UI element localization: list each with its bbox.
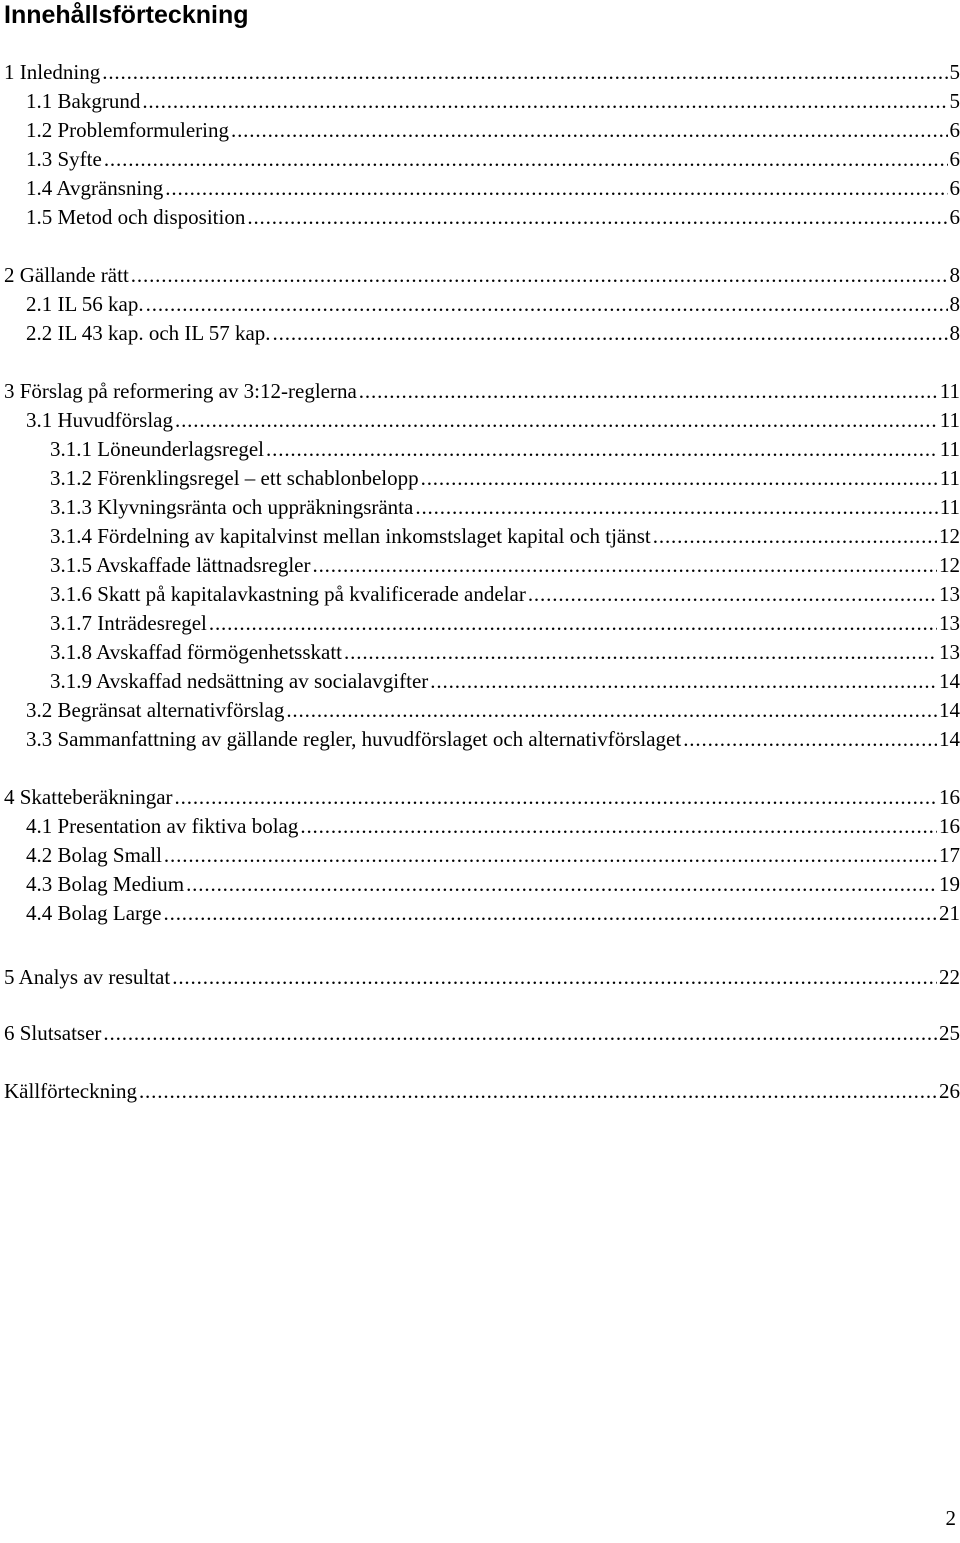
toc-leader xyxy=(247,203,947,232)
toc-entry-1[interactable] xyxy=(4,58,960,87)
toc-entry-5[interactable] xyxy=(4,963,960,992)
toc-entry-label: 4.3 Bolag Medium xyxy=(26,872,185,896)
toc-entry-3-1-2[interactable] xyxy=(50,464,960,493)
toc-entry-label: 2.1 IL 56 kap. xyxy=(26,292,144,316)
toc-entry-label: 3.1.9 Avskaffad nedsättning av socialavgifter xyxy=(50,669,429,693)
toc-leader xyxy=(312,551,937,580)
toc-entry-page: 11 xyxy=(939,408,960,432)
toc-entry-3-1-6[interactable] xyxy=(50,580,960,609)
toc-entry-3-1-7[interactable] xyxy=(50,609,960,638)
toc-entry-label: 4 Skatteberäkningar xyxy=(4,785,173,809)
toc-leader xyxy=(146,290,948,319)
toc-entry-4-4[interactable] xyxy=(26,899,960,928)
toc-entry-label: 1 Inledning xyxy=(4,60,101,84)
toc-leader xyxy=(142,87,947,116)
toc-entry-label: 1.3 Syfte xyxy=(26,147,102,171)
toc-entry-label: 3.1.6 Skatt på kapitalavkastning på kvalificerade andelar xyxy=(50,582,526,606)
toc-entry-4-2[interactable] xyxy=(26,841,960,870)
toc-entry-page: 6 xyxy=(949,147,960,171)
toc-entry-2-2[interactable] xyxy=(26,319,960,348)
toc-entry-1-2[interactable] xyxy=(26,116,960,145)
toc-entry-label: 3.1 Huvudförslag xyxy=(26,408,173,432)
toc-entry-label: 3.3 Sammanfattning av gällande regler, huvudförslaget och alternativförslaget xyxy=(26,727,682,751)
toc-leader xyxy=(104,145,948,174)
toc-entry-page: 6 xyxy=(949,205,960,229)
toc-entry-page: 12 xyxy=(939,553,960,577)
toc-leader xyxy=(421,464,938,493)
toc-leader xyxy=(131,261,948,290)
toc-entry-label: 5 Analys av resultat xyxy=(4,965,171,989)
toc-entry-page: 13 xyxy=(939,640,960,664)
toc-entry-label: 3.1.8 Avskaffad förmögenhetsskatt xyxy=(50,640,343,664)
toc-entry-page: 25 xyxy=(939,1021,960,1045)
toc-leader xyxy=(209,609,937,638)
toc-leader xyxy=(164,899,938,928)
toc-entry-page: 6 xyxy=(949,118,960,142)
toc-leader xyxy=(266,435,938,464)
toc-entry-page: 26 xyxy=(939,1079,960,1103)
toc-entry-page: 19 xyxy=(939,872,960,896)
toc-entry-3-1-1[interactable] xyxy=(50,435,960,464)
toc-entry-page: 22 xyxy=(939,965,960,989)
toc-entry-page: 8 xyxy=(949,263,960,287)
toc-entry-3[interactable] xyxy=(4,377,960,406)
toc-entry-3-1-9[interactable] xyxy=(50,667,960,696)
page-title: Innehållsförteckning xyxy=(4,1,249,29)
toc-entry-3-1-5[interactable] xyxy=(50,551,960,580)
toc-entry-4-3[interactable] xyxy=(26,870,960,899)
toc-entry-page: 17 xyxy=(939,843,960,867)
toc-entry-page: 11 xyxy=(939,437,960,461)
toc-entry-label: 3.2 Begränsat alternativförslag xyxy=(26,698,285,722)
toc-entry-page: 8 xyxy=(949,292,960,316)
toc-leader xyxy=(430,667,937,696)
toc-leader xyxy=(286,696,937,725)
toc-leader xyxy=(172,963,937,992)
toc-entry-1-1[interactable] xyxy=(26,87,960,116)
toc-entry-page: 13 xyxy=(939,582,960,606)
toc-entry-4-1[interactable] xyxy=(26,812,960,841)
toc-leader xyxy=(139,1077,937,1106)
toc-entry-page: 21 xyxy=(939,901,960,925)
toc-entry-1-4[interactable] xyxy=(26,174,960,203)
toc-entry-2[interactable] xyxy=(4,261,960,290)
toc-entry-label: 1.4 Avgränsning xyxy=(26,176,164,200)
toc-entry-label: 4.4 Bolag Large xyxy=(26,901,162,925)
toc-leader xyxy=(175,783,937,812)
toc-leader xyxy=(175,406,938,435)
toc-entry-label: 2 Gällande rätt xyxy=(4,263,129,287)
toc-entry-label: 6 Slutsatser xyxy=(4,1021,102,1045)
toc-entry-page: 16 xyxy=(939,814,960,838)
toc-entry-page: 14 xyxy=(939,669,960,693)
toc-entry-references[interactable] xyxy=(4,1077,960,1106)
toc-entry-page: 12 xyxy=(939,524,960,548)
toc-leader xyxy=(103,1019,937,1048)
toc-entry-page: 11 xyxy=(939,379,960,403)
toc-leader xyxy=(344,638,937,667)
toc-entry-page: 14 xyxy=(939,698,960,722)
toc-leader xyxy=(300,812,937,841)
toc-leader xyxy=(186,870,937,899)
toc-leader xyxy=(102,58,947,87)
toc-entry-label: 1.1 Bakgrund xyxy=(26,89,141,113)
toc-entry-page: 5 xyxy=(949,60,960,84)
toc-leader xyxy=(528,580,937,609)
toc-entry-page: 6 xyxy=(949,176,960,200)
toc-entry-1-5[interactable] xyxy=(26,203,960,232)
toc-leader xyxy=(165,174,947,203)
toc-leader xyxy=(683,725,937,754)
toc-entry-3-1-3[interactable] xyxy=(50,493,960,522)
toc-leader xyxy=(231,116,948,145)
toc-entry-label: 3.1.1 Löneunderlagsregel xyxy=(50,437,265,461)
toc-entry-4[interactable] xyxy=(4,783,960,812)
toc-entry-label: 3.1.7 Inträdesregel xyxy=(50,611,207,635)
toc-entry-label: 1.2 Problemformulering xyxy=(26,118,229,142)
toc-entry-label: 4.1 Presentation av fiktiva bolag xyxy=(26,814,299,838)
toc-entry-label: 3.1.3 Klyvningsränta och uppräkningsränta xyxy=(50,495,414,519)
toc-entry-1-3[interactable] xyxy=(26,145,960,174)
toc-entry-page: 8 xyxy=(949,321,960,345)
toc-entry-label: 4.2 Bolag Small xyxy=(26,843,162,867)
toc-entry-page: 14 xyxy=(939,727,960,751)
toc-leader xyxy=(273,319,948,348)
toc-entry-label: 2.2 IL 43 kap. och IL 57 kap. xyxy=(26,321,271,345)
toc-leader xyxy=(415,493,937,522)
toc-entry-3-1-4[interactable] xyxy=(50,522,960,551)
toc-entry-label: 3.1.2 Förenklingsregel – ett schablonbelopp xyxy=(50,466,419,490)
toc-entry-label: Källförteckning xyxy=(4,1079,137,1103)
toc-entry-label: 3 Förslag på reformering av 3:12-reglerna xyxy=(4,379,357,403)
toc-entry-3-3[interactable] xyxy=(26,725,960,754)
toc-entry-label: 3.1.5 Avskaffade lättnadsregler xyxy=(50,553,311,577)
toc-entry-page: 13 xyxy=(939,611,960,635)
page-number: 2 xyxy=(945,1506,956,1530)
toc-leader xyxy=(653,522,937,551)
toc-entry-page: 11 xyxy=(939,495,960,519)
toc-entry-page: 11 xyxy=(939,466,960,490)
toc-entry-2-1[interactable] xyxy=(26,290,960,319)
toc-entry-page: 16 xyxy=(939,785,960,809)
toc-entry-label: 1.5 Metod och disposition xyxy=(26,205,246,229)
toc-entry-3-1[interactable] xyxy=(26,406,960,435)
toc-entry-page: 5 xyxy=(949,89,960,113)
toc-entry-label: 3.1.4 Fördelning av kapitalvinst mellan inkomstslaget kapital och tjänst xyxy=(50,524,651,548)
toc-entry-3-1-8[interactable] xyxy=(50,638,960,667)
toc-leader xyxy=(164,841,937,870)
toc-entry-3-2[interactable] xyxy=(26,696,960,725)
toc-leader xyxy=(359,377,938,406)
toc-entry-6[interactable] xyxy=(4,1019,960,1048)
